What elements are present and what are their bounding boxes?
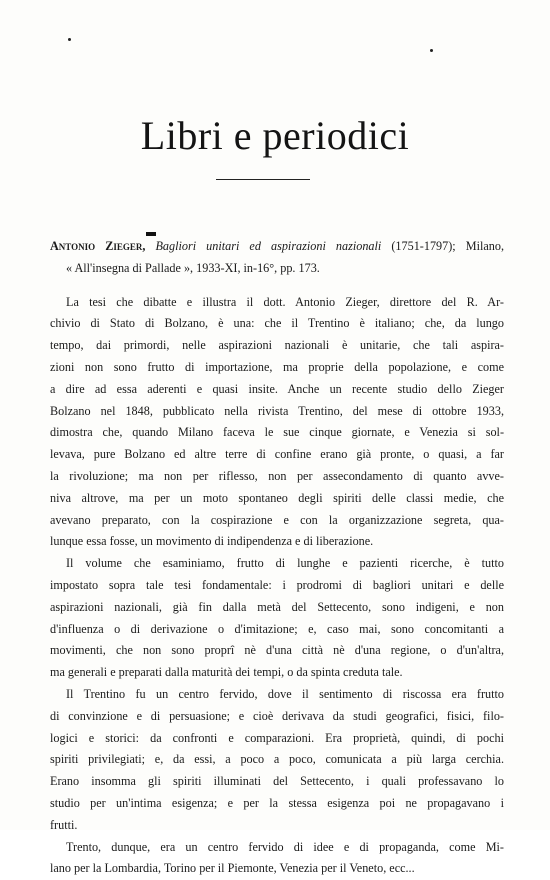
paragraph-line: la rivoluzione; ma non per riflesso, non per assecondamento di quanto avve- <box>50 468 504 483</box>
reference-publisher-line: « All'insegna di Pallade », 1933-XI, in-16°, pp. 173. <box>66 260 320 275</box>
paragraph-line: a dire ad essa aderenti e quasi insite. Anche un recente studio dello Zieger <box>50 381 504 396</box>
paragraph-line: Erano insomma gli spiriti illuminati del Settecento, i quali professavano lo <box>50 774 504 789</box>
paragraph-line: lunque essa fosse, un movimento di indipendenza e di liberazione. <box>50 534 374 549</box>
paragraph-line: frutti. <box>50 817 78 832</box>
paragraph-line: studio per un'intima esigenza; e per la stessa esigenza poi ne propagavano i <box>50 795 504 810</box>
review-body <box>50 236 504 880</box>
reference-author: Antonio Zieger, <box>50 239 146 253</box>
paragraph-line: Trento, dunque, era un centro fervido di idee e di propaganda, come Mi- <box>66 839 504 854</box>
reference-book-title: Bagliori unitari ed aspirazioni nazionali <box>155 239 382 253</box>
paragraph-line: ma generali e preparati dalla maturità dei tempi, o da spinta creduta tale. <box>50 665 403 680</box>
paragraph-line: impostato sopra tale tesi fondamentale: i prodromi di bagliori unitari e delle <box>50 577 504 592</box>
paragraph-line: logici e storici: da confronti e comparazioni. Era proprietà, quindi, di pochi <box>50 730 504 745</box>
paragraph-line: La tesi che dibatte e illustra il dott. Antonio Zieger, direttore del R. Ar- <box>66 294 504 309</box>
paragraphs <box>50 292 504 880</box>
paragraph-line: Il volume che esaminiamo, frutto di lunghe e pazienti ricerche, è tutto <box>66 556 504 571</box>
paragraph-line: lano per la Lombardia, Torino per il Piemonte, Venezia per il Veneto, ecc... <box>50 861 415 876</box>
paragraph-line: levava, pure Bolzano ed altre terre di confine erano già pronte, o quasi, a far <box>50 447 504 462</box>
paragraph-line: tempo, dai primordi, nelle aspirazioni nazionali è unitarie, che tali aspira- <box>50 338 504 353</box>
paragraph-line: chivio di Stato di Bolzano, è una: che il Trentino è italiano; che, da lungo <box>50 316 504 331</box>
paragraph-line: aspirazioni nazionali, già fin dalla metà del Settecento, sono indigeni, e non <box>50 599 504 614</box>
paragraph-line: avevano preparato, con la cospirazione e con la organizzazione segreta, qua- <box>50 512 504 527</box>
paragraph-line: niva altrove, ma per un moto spontaneo degli spiriti delle classi medie, che <box>50 490 504 505</box>
reference-details: (1751-1797); Milano, <box>391 239 505 253</box>
spacer <box>50 280 504 292</box>
title-rule <box>216 179 310 180</box>
page-title: Libri e periodici <box>140 113 410 158</box>
paragraph-line: Il Trentino fu un centro fervido, dove il sentimento di riscossa era frutto <box>66 686 504 701</box>
paragraph-line: d'influenza o di derivazione o d'imitazione; e, caso mai, sono concomitanti a <box>50 621 504 636</box>
paragraph-line: di convinzione e di persuasione; e cioè derivava da studi geografici, fisici, filo- <box>50 708 504 723</box>
paragraph-line: dimostra che, quando Milano faceva le sue cinque giornate, e Venezia si sol- <box>50 425 504 440</box>
scan-speck <box>430 49 433 52</box>
paragraph-line: spiriti privilegiati; e, da essi, a poco a poco, comunicata a più larga cerchia. <box>50 752 504 767</box>
reference-line <box>50 236 504 258</box>
paragraph-line: movimenti, che non sono proprî nè d'una città nè d'una regione, o d'un'altra, <box>50 643 504 658</box>
paragraph-line: zioni non sono frutto di importazione, ma proprie della popolazione, e come <box>50 359 504 374</box>
scan-speck <box>68 38 71 41</box>
paragraph-line: Bolzano nel 1848, pubblicato nella rivista Trentino, del mese di ottobre 1933, <box>50 403 504 418</box>
